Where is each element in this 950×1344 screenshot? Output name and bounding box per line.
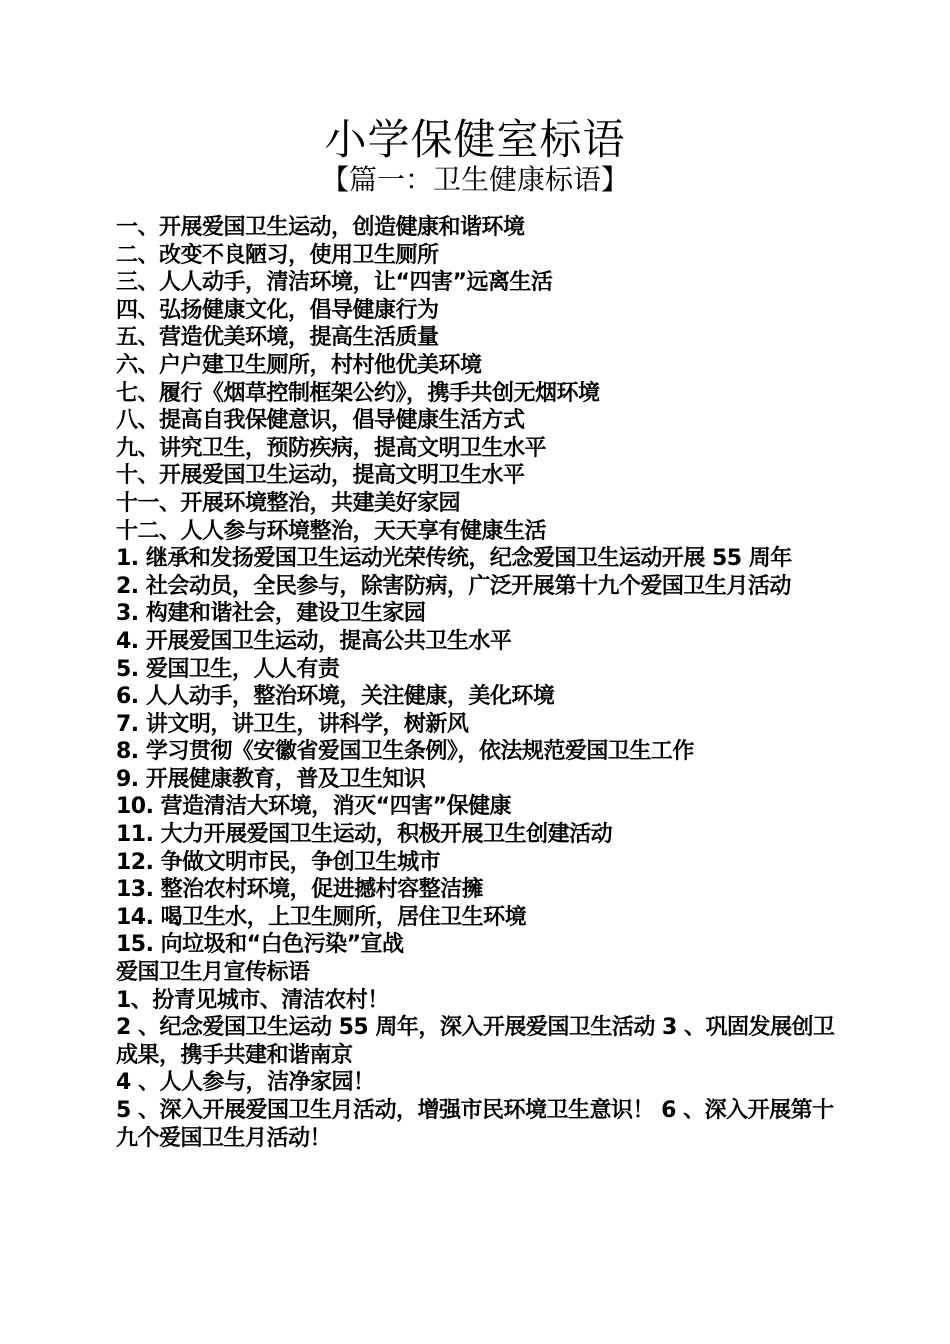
slogan-line: 6. 人人动手，整治环境，关注健康，美化环境	[116, 684, 555, 710]
slogan-line: 四、弘扬健康文化，倡导健康行为	[116, 297, 439, 323]
document-subtitle: 【篇一：卫生健康标语】	[320, 163, 629, 196]
slogan-line: 1. 继承和发扬爱国卫生运动光荣传统，纪念爱国卫生运动开展 55 周年	[116, 546, 792, 572]
slogan-line: 七、履行《烟草控制框架公约》，携手共创无烟环境	[116, 380, 600, 406]
slogan-line: 11. 大力开展爱国卫生运动，积极开展卫生创建活动	[116, 822, 613, 848]
section-heading: 爱国卫生月宣传标语	[116, 960, 310, 986]
slogan-line: 八、提高自我保健意识，倡导健康生活方式	[116, 408, 525, 434]
slogan-line: 2. 社会动员，全民参与，除害防病，广泛开展第十九个爱国卫生月活动	[116, 573, 791, 599]
slogan-line: 4. 开展爱国卫生运动，提高公共卫生水平	[116, 628, 512, 654]
slogan-line: 15. 向垃圾和“白色污染”宣战	[116, 932, 404, 958]
slogan-line: 六、户户建卫生厕所，村村他优美环境	[116, 352, 482, 378]
slogan-line: 十二、人人参与环境整治，天天享有健康生活	[116, 518, 547, 544]
slogan-line: 12. 争做文明市民，争创卫生城市	[116, 849, 441, 875]
slogan-line: 8. 学习贯彻《安徽省爱国卫生条例》，依法规范爱国卫生工作	[116, 739, 694, 765]
slogan-line: 14. 喝卫生水，上卫生厕所，居住卫生环境	[116, 904, 527, 930]
document-title: 小学保健室标语	[324, 115, 626, 164]
slogan-line: 5. 爱国卫生，人人有责	[116, 656, 340, 682]
slogan-line: 3. 构建和谐社会，建设卫生家园	[116, 601, 426, 627]
slogan-line: 9. 开展健康教育，普及卫生知识	[116, 766, 426, 792]
document-body	[116, 214, 841, 1152]
slogan-line: 十、开展爱国卫生运动，提高文明卫生水平	[116, 463, 525, 489]
slogan-line: 二、改变不良陋习，使用卫生厕所	[116, 242, 439, 268]
slogan-line: 2 、纪念爱国卫生运动 55 周年，深入开展爱国卫生活动 3 、巩固发展创卫成果，携手共建和谐南京	[116, 1015, 835, 1068]
slogan-line: 5 、深入开展爱国卫生月活动，增强市民环境卫生意识！ 6 、深入开展第十九个爱国卫生月活动！	[116, 1098, 834, 1151]
slogan-line: 五、营造优美环境，提高生活质量	[116, 325, 439, 351]
slogan-line: 三、人人动手，清洁环境，让“四害”远离生活	[116, 270, 553, 296]
slogan-line: 九、讲究卫生，预防疾病，提高文明卫生水平	[116, 435, 547, 461]
slogan-line: 4 、人人参与，洁净家园！	[116, 1070, 375, 1096]
slogan-line: 13. 整治农村环境，促进撼村容整洁擁	[116, 877, 484, 903]
slogan-line: 10. 营造清洁大环境，消灭“四害”保健康	[116, 794, 512, 820]
slogan-line: 1、扮青见城市、清洁农村！	[116, 987, 389, 1013]
slogan-line: 十一、开展环境整治，共建美好家园	[116, 490, 461, 516]
slogan-line: 7. 讲文明，讲卫生，讲科学，树新风	[116, 711, 469, 737]
slogan-line: 一、开展爱国卫生运动，创造健康和谐环境	[116, 215, 525, 240]
